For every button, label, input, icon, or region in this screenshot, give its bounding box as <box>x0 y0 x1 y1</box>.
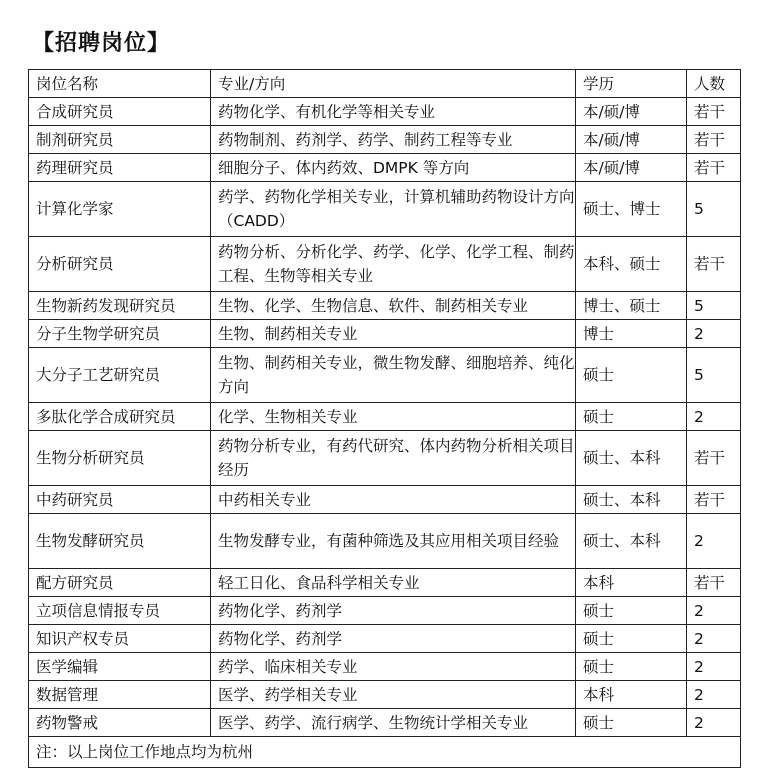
cell-major: 生物、化学、生物信息、软件、制药相关专业 <box>211 292 576 320</box>
cell-position: 配方研究员 <box>29 569 211 597</box>
cell-count: 2 <box>687 653 741 681</box>
table-row <box>29 569 741 597</box>
cell-position: 数据管理 <box>29 681 211 709</box>
cell-major: 医学、药学、流行病学、生物统计学相关专业 <box>211 709 576 737</box>
cell-major: 化学、生物相关专业 <box>211 403 576 431</box>
cell-position: 药物警戒 <box>29 709 211 737</box>
cell-major: 药物化学、有机化学等相关专业 <box>211 98 576 126</box>
cell-count: 2 <box>687 320 741 348</box>
cell-degree: 博士、硕士 <box>576 292 687 320</box>
table-row <box>29 681 741 709</box>
cell-position: 合成研究员 <box>29 98 211 126</box>
cell-degree: 本科 <box>576 569 687 597</box>
cell-major: 生物、制药相关专业 <box>211 320 576 348</box>
table-row <box>29 709 741 737</box>
table-row <box>29 514 741 569</box>
cell-major: 药物制剂、药剂学、药学、制药工程等专业 <box>211 126 576 154</box>
header-degree: 学历 <box>576 70 687 98</box>
table-row <box>29 625 741 653</box>
cell-count: 2 <box>687 681 741 709</box>
cell-count: 5 <box>687 292 741 320</box>
cell-degree: 硕士、本科 <box>576 431 687 486</box>
cell-count: 2 <box>687 709 741 737</box>
cell-degree: 博士 <box>576 320 687 348</box>
cell-position: 大分子工艺研究员 <box>29 348 211 403</box>
cell-major: 药物化学、药剂学 <box>211 625 576 653</box>
table-note-row <box>29 737 741 768</box>
cell-position: 分析研究员 <box>29 237 211 292</box>
cell-major: 中药相关专业 <box>211 486 576 514</box>
table-row <box>29 653 741 681</box>
cell-major: 药学、药物化学相关专业，计算机辅助药物设计方向（CADD） <box>211 182 576 237</box>
cell-position: 多肽化学合成研究员 <box>29 403 211 431</box>
table-row <box>29 486 741 514</box>
header-count: 人数 <box>687 70 741 98</box>
cell-major: 药学、临床相关专业 <box>211 653 576 681</box>
cell-degree: 硕士 <box>576 597 687 625</box>
table-row <box>29 320 741 348</box>
cell-degree: 硕士 <box>576 709 687 737</box>
cell-count: 若干 <box>687 486 741 514</box>
cell-position: 生物分析研究员 <box>29 431 211 486</box>
cell-count: 5 <box>687 182 741 237</box>
cell-count: 2 <box>687 514 741 569</box>
header-position: 岗位名称 <box>29 70 211 98</box>
cell-count: 2 <box>687 625 741 653</box>
cell-count: 若干 <box>687 431 741 486</box>
table-row <box>29 292 741 320</box>
cell-major: 药物化学、药剂学 <box>211 597 576 625</box>
table-row <box>29 182 741 237</box>
cell-position: 制剂研究员 <box>29 126 211 154</box>
cell-degree: 硕士 <box>576 403 687 431</box>
cell-count: 5 <box>687 348 741 403</box>
cell-degree: 本/硕/博 <box>576 154 687 182</box>
cell-position: 中药研究员 <box>29 486 211 514</box>
table-header-row <box>29 70 741 98</box>
table-row <box>29 403 741 431</box>
cell-major: 生物发酵专业，有菌种筛选及其应用相关项目经验 <box>211 514 576 569</box>
cell-count: 2 <box>687 403 741 431</box>
table-row <box>29 98 741 126</box>
cell-degree: 硕士、博士 <box>576 182 687 237</box>
cell-degree: 本科 <box>576 681 687 709</box>
cell-count: 2 <box>687 597 741 625</box>
cell-major: 药物分析专业，有药代研究、体内药物分析相关项目经历 <box>211 431 576 486</box>
cell-count: 若干 <box>687 126 741 154</box>
cell-count: 若干 <box>687 569 741 597</box>
cell-degree: 本/硕/博 <box>576 126 687 154</box>
cell-position: 生物新药发现研究员 <box>29 292 211 320</box>
table-row <box>29 154 741 182</box>
cell-position: 知识产权专员 <box>29 625 211 653</box>
cell-major: 药物分析、分析化学、药学、化学、化学工程、制药工程、生物等相关专业 <box>211 237 576 292</box>
table-row <box>29 348 741 403</box>
cell-major: 细胞分子、体内药效、DMPK 等方向 <box>211 154 576 182</box>
page-title: 【招聘岗位】 <box>32 31 171 56</box>
cell-count: 若干 <box>687 237 741 292</box>
table-row <box>29 126 741 154</box>
cell-count: 若干 <box>687 98 741 126</box>
cell-major: 医学、药学相关专业 <box>211 681 576 709</box>
cell-degree: 硕士、本科 <box>576 486 687 514</box>
cell-major: 生物、制药相关专业，微生物发酵、细胞培养、纯化方向 <box>211 348 576 403</box>
cell-degree: 本科、硕士 <box>576 237 687 292</box>
cell-count: 若干 <box>687 154 741 182</box>
cell-degree: 硕士 <box>576 348 687 403</box>
cell-position: 分子生物学研究员 <box>29 320 211 348</box>
table-row <box>29 597 741 625</box>
cell-degree: 硕士、本科 <box>576 514 687 569</box>
cell-degree: 硕士 <box>576 625 687 653</box>
cell-position: 计算化学家 <box>29 182 211 237</box>
cell-degree: 本/硕/博 <box>576 98 687 126</box>
cell-position: 立项信息情报专员 <box>29 597 211 625</box>
header-major: 专业/方向 <box>211 70 576 98</box>
table-row <box>29 431 741 486</box>
job-table <box>28 69 741 768</box>
cell-major: 轻工日化、食品科学相关专业 <box>211 569 576 597</box>
cell-position: 药理研究员 <box>29 154 211 182</box>
cell-position: 生物发酵研究员 <box>29 514 211 569</box>
table-row <box>29 237 741 292</box>
cell-position: 医学编辑 <box>29 653 211 681</box>
cell-degree: 硕士 <box>576 653 687 681</box>
table-note: 注：以上岗位工作地点均为杭州 <box>29 737 741 768</box>
